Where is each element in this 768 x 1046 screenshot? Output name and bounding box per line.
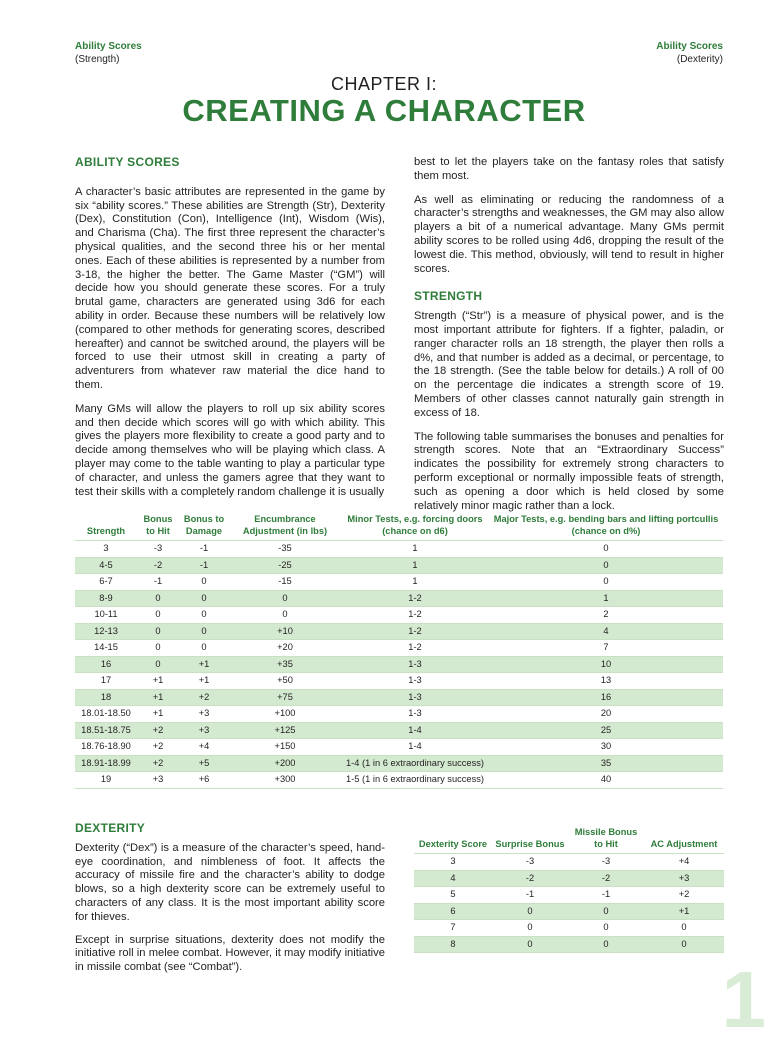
ability-scores-paragraph-1: A character’s basic attributes are represented in the game by six “ability scores.” These abilities are Strength (Str), Dexterity (Dex), Constitution (Con), Intelligence (Int), Wisdom (Wis), and Charisma (Cha). The first three represent the character’s physical qualities, and the second three his or her mental ones. Each of these abilities is represented by a number from 3-18, the higher the better. The Game Master (“GM”) will decide how you should generate these scores. For a truly brutal game, characters are generated using 3d6 for each ability in order. Because these numbers will be relatively low (compared to other methods for generating scores, described hereafter) and cannot be switched around, the players will be forced to use their utmost skill in creating a party of adventurers from whatever raw material the dice hand to them. xyxy=(75,185,385,391)
strength-table-cell: 0 xyxy=(179,574,229,591)
strength-table-cell: +1 xyxy=(137,706,179,723)
table-row xyxy=(75,656,723,673)
strength-paragraph-2: The following table summarises the bonuses and penalties for strength scores. Note that an “Extraordinary Success” indicates the possibility for extremely strong characters to perform exceptional or normally impossible feats of strength, such as opening a door which is held closed by some relatively minor magic rather than a lock. xyxy=(414,430,724,512)
strength-table-cell: 14-15 xyxy=(75,640,137,657)
strength-table-cell: -25 xyxy=(229,557,341,574)
strength-table-cell: -3 xyxy=(137,541,179,558)
table-row xyxy=(75,673,723,690)
strength-table-cell: +75 xyxy=(229,689,341,706)
strength-table-cell: +3 xyxy=(179,722,229,739)
dex-table-cell: -1 xyxy=(492,887,568,904)
strength-table-cell: 0 xyxy=(137,607,179,624)
table-row xyxy=(75,722,723,739)
strength-table-cell: 0 xyxy=(137,656,179,673)
table-row xyxy=(414,903,724,920)
dex-table-cell: -3 xyxy=(568,854,644,871)
strength-table-cell: -1 xyxy=(137,574,179,591)
strength-table-cell: +10 xyxy=(229,623,341,640)
dexterity-table-header xyxy=(414,826,724,854)
strength-table-cell: +5 xyxy=(179,755,229,772)
table-row xyxy=(75,607,723,624)
strength-table-cell: 1-2 xyxy=(341,607,489,624)
strength-table-cell: 0 xyxy=(229,607,341,624)
strength-table-cell: +3 xyxy=(179,706,229,723)
strength-table-cell: 1-4 xyxy=(341,739,489,756)
strength-table-cell: 4-5 xyxy=(75,557,137,574)
strength-table-cell: 8-9 xyxy=(75,590,137,607)
strength-table-cell: 1 xyxy=(341,557,489,574)
table-row xyxy=(75,706,723,723)
strength-table-cell: +2 xyxy=(137,722,179,739)
strength-table-cell: 1-3 xyxy=(341,689,489,706)
strength-table-cell: 2 xyxy=(489,607,723,624)
dex-table-cell: -3 xyxy=(492,854,568,871)
table-row xyxy=(414,920,724,937)
strength-table-cell: 18.01-18.50 xyxy=(75,706,137,723)
strength-table-cell: -2 xyxy=(137,557,179,574)
strength-table-cell: 0 xyxy=(229,590,341,607)
dexterity-paragraph-2: Except in surprise situations, dexterity does not modify the initiative roll in melee combat. However, it may modify initiative in missile combat (see “Combat”). xyxy=(75,933,385,974)
table-row xyxy=(75,590,723,607)
strength-table-cell: +3 xyxy=(137,772,179,789)
strength-table-cell: 7 xyxy=(489,640,723,657)
dex-table-cell: +2 xyxy=(644,887,724,904)
strength-table-cell: 12-13 xyxy=(75,623,137,640)
dex-table-header-cell: AC Adjustment xyxy=(650,839,718,849)
dexterity-paragraph-1: Dexterity (“Dex”) is a measure of the character’s speed, hand-eye coordination, and nimbleness of foot. It affects the accuracy of missile fire and the character’s ability to dodge blows, so a high dexterity score can be extremely useful to characters of any class. It is the most important ability score for thieves. xyxy=(75,841,385,923)
strength-table-cell: +300 xyxy=(229,772,341,789)
table-row xyxy=(414,887,724,904)
strength-table-cell: 1-4 xyxy=(341,722,489,739)
strength-table-cell: +150 xyxy=(229,739,341,756)
strength-table-cell: 0 xyxy=(179,623,229,640)
strength-table-cell: +6 xyxy=(179,772,229,789)
table-row xyxy=(75,640,723,657)
dexterity-table-body xyxy=(414,854,724,953)
strength-table-cell: +1 xyxy=(137,689,179,706)
strength-table-cell: 18.91-18.99 xyxy=(75,755,137,772)
strength-table-header-cell: Bonus to Damage xyxy=(183,514,225,536)
table-row xyxy=(414,936,724,953)
strength-table-cell: -15 xyxy=(229,574,341,591)
dex-table-cell: 5 xyxy=(414,887,492,904)
strength-table-cell: -35 xyxy=(229,541,341,558)
strength-table-cell: 0 xyxy=(179,590,229,607)
strength-table-cell: 1-3 xyxy=(341,706,489,723)
strength-table-header-cell: Major Tests, e.g. bending bars and lifting portcullis (chance on d%) xyxy=(493,514,719,536)
strength-table-cell: 18.76-18.90 xyxy=(75,739,137,756)
strength-table-header-cell: Strength xyxy=(86,526,126,536)
strength-table-cell: 10 xyxy=(489,656,723,673)
dex-table-cell: 0 xyxy=(568,920,644,937)
ability-scores-paragraph-4: As well as eliminating or reducing the randomness of a character’s strengths and weaknesses, the GM may also allow players a bit of a numerical advantage. Many GMs permit ability scores to be rolled using 4d6, dropping the result of the lowest die. This method, obviously, will tend to result in higher scores. xyxy=(414,193,724,275)
strength-table-cell: 40 xyxy=(489,772,723,789)
strength-table-cell: +50 xyxy=(229,673,341,690)
header-right-sub: (Dexterity) xyxy=(676,54,723,65)
strength-table-cell: +35 xyxy=(229,656,341,673)
strength-table-cell: 0 xyxy=(179,640,229,657)
header-left-sub: (Strength) xyxy=(75,54,120,65)
strength-table-cell: +100 xyxy=(229,706,341,723)
strength-table-cell: 1-5 (1 in 6 extraordinary success) xyxy=(341,772,489,789)
strength-table-body xyxy=(75,541,723,789)
ability-scores-paragraph-3: best to let the players take on the fantasy roles that satisfy them most. xyxy=(414,156,724,182)
strength-table-cell: 16 xyxy=(75,656,137,673)
page-number: 1 xyxy=(721,955,766,1044)
strength-table-cell: 1-4 (1 in 6 extraordinary success) xyxy=(341,755,489,772)
strength-table-cell: 16 xyxy=(489,689,723,706)
strength-table-cell: 1-2 xyxy=(341,590,489,607)
strength-table-cell: -1 xyxy=(179,557,229,574)
dex-table-cell: 3 xyxy=(414,854,492,871)
dex-table-cell: 8 xyxy=(414,936,492,953)
strength-paragraph-1: Strength (“Str”) is a measure of physical power, and is the most important attribute for fighters. If a fighter, paladin, or ranger character rolls an 18 strength, the player then rolls a d%, and that number is added as a decimal, or percentage, to the 18 strength. (See the table below for details.) A roll of 00 on the percentage die indicates a strength score of 19. Members of other classes cannot naturally gain strength in excess of 18. xyxy=(414,310,724,419)
strength-table-cell: 0 xyxy=(137,623,179,640)
ability-scores-heading: ABILITY SCORES xyxy=(75,155,180,169)
strength-table-cell: +1 xyxy=(179,656,229,673)
dex-table-cell: 0 xyxy=(644,936,724,953)
dexterity-table xyxy=(414,826,724,953)
strength-table-cell: +2 xyxy=(179,689,229,706)
strength-table-cell: +4 xyxy=(179,739,229,756)
strength-table-cell: 25 xyxy=(489,722,723,739)
strength-table-cell: +20 xyxy=(229,640,341,657)
right-column xyxy=(414,156,724,523)
header-left-title: Ability Scores xyxy=(75,41,142,52)
strength-table-header xyxy=(75,513,723,541)
dexterity-heading: DEXTERITY xyxy=(75,821,146,835)
dex-table-cell: +4 xyxy=(644,854,724,871)
strength-table-header-cell: Minor Tests, e.g. forcing doors (chance on d6) xyxy=(347,514,483,536)
strength-table-cell: -1 xyxy=(179,541,229,558)
dex-table-header-cell: Dexterity Score xyxy=(418,839,488,849)
strength-table xyxy=(75,513,723,789)
table-row xyxy=(75,557,723,574)
strength-table-cell: 6-7 xyxy=(75,574,137,591)
strength-table-header-cell: Encumbrance Adjustment (in lbs) xyxy=(242,514,328,536)
strength-table-cell: 0 xyxy=(137,590,179,607)
strength-table-cell: 1-3 xyxy=(341,673,489,690)
ability-scores-paragraph-2: Many GMs will allow the players to roll up six ability scores and then decide which scores will go with which ability. This gives the players more flexibility to create a good party and to decide among themselves who will be playing which class. A player may come to the table wanting to play a particular type of character, and unless the gamers agree that they want to test their skills with a completely random challenge it is usually xyxy=(75,402,385,498)
strength-table-cell: 1 xyxy=(341,574,489,591)
chapter-label: CHAPTER I: xyxy=(330,74,437,94)
table-row xyxy=(414,870,724,887)
table-row xyxy=(75,541,723,558)
strength-table-cell: 10-11 xyxy=(75,607,137,624)
dex-table-cell: 0 xyxy=(568,936,644,953)
table-row xyxy=(75,772,723,789)
strength-table-cell: 35 xyxy=(489,755,723,772)
dex-table-cell: 7 xyxy=(414,920,492,937)
table-row xyxy=(75,689,723,706)
strength-table-cell: 17 xyxy=(75,673,137,690)
left-column xyxy=(75,156,385,509)
strength-table-cell: 30 xyxy=(489,739,723,756)
strength-table-cell: 0 xyxy=(489,557,723,574)
dex-table-cell: -2 xyxy=(492,870,568,887)
strength-table-cell: 20 xyxy=(489,706,723,723)
strength-table-cell: 0 xyxy=(179,607,229,624)
strength-table-cell: 1-3 xyxy=(341,656,489,673)
dex-table-cell: +1 xyxy=(644,903,724,920)
dex-table-header-cell: Missile Bonus to Hit xyxy=(574,827,638,849)
table-row xyxy=(414,854,724,871)
dexterity-section xyxy=(75,822,385,984)
dex-table-cell: 0 xyxy=(492,920,568,937)
table-row xyxy=(75,623,723,640)
strength-table-header-cell: Bonus to Hit xyxy=(143,514,173,536)
dex-table-header-cell: Surprise Bonus xyxy=(495,839,565,849)
strength-table-cell: +200 xyxy=(229,755,341,772)
running-header-right xyxy=(656,40,723,66)
dex-table-cell: 4 xyxy=(414,870,492,887)
strength-table-cell: 4 xyxy=(489,623,723,640)
dex-table-cell: 6 xyxy=(414,903,492,920)
table-row xyxy=(75,574,723,591)
strength-table-cell: 18.51-18.75 xyxy=(75,722,137,739)
strength-table-cell: +1 xyxy=(137,673,179,690)
strength-table-cell: 1-2 xyxy=(341,623,489,640)
dex-table-cell: +3 xyxy=(644,870,724,887)
dex-table-cell: 0 xyxy=(568,903,644,920)
strength-table-cell: 1 xyxy=(489,590,723,607)
header-right-title: Ability Scores xyxy=(656,41,723,52)
table-row xyxy=(75,739,723,756)
strength-table-cell: 19 xyxy=(75,772,137,789)
page-title: CREATING A CHARACTER xyxy=(182,93,586,128)
strength-table-cell: 0 xyxy=(489,574,723,591)
strength-table-cell: 3 xyxy=(75,541,137,558)
dex-table-cell: 0 xyxy=(492,903,568,920)
strength-table-cell: 0 xyxy=(137,640,179,657)
strength-table-cell: +2 xyxy=(137,755,179,772)
strength-table-cell: 18 xyxy=(75,689,137,706)
strength-table-cell: +125 xyxy=(229,722,341,739)
dex-table-cell: -1 xyxy=(568,887,644,904)
strength-table-cell: 1 xyxy=(341,541,489,558)
strength-table-cell: +2 xyxy=(137,739,179,756)
strength-table-cell: +1 xyxy=(179,673,229,690)
strength-table-cell: 1-2 xyxy=(341,640,489,657)
running-header-left xyxy=(75,40,142,66)
dex-table-cell: -2 xyxy=(568,870,644,887)
strength-heading: STRENGTH xyxy=(414,289,483,304)
table-row xyxy=(75,755,723,772)
strength-table-cell: 0 xyxy=(489,541,723,558)
strength-table-cell: 13 xyxy=(489,673,723,690)
dex-table-cell: 0 xyxy=(492,936,568,953)
dex-table-cell: 0 xyxy=(644,920,724,937)
